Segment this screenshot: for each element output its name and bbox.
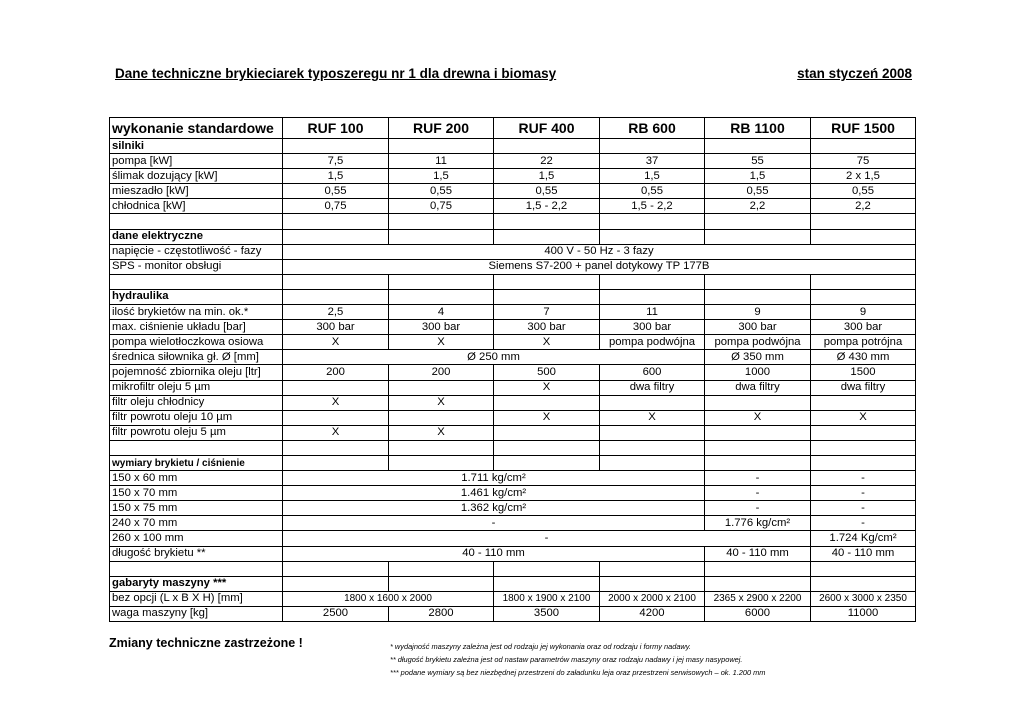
empty-cell	[600, 440, 705, 455]
value-cell	[389, 410, 494, 425]
value-cell	[283, 410, 389, 425]
table-row	[110, 471, 916, 486]
row-label: pompa wielotłoczkowa osiowa	[110, 335, 283, 350]
value-cell	[389, 380, 494, 395]
spacer-row	[110, 440, 916, 455]
empty-cell	[705, 214, 811, 229]
value-cell	[283, 380, 389, 395]
row-label: długość brykietu **	[110, 546, 283, 561]
value-cell: 1,5	[494, 169, 600, 184]
value-cell	[811, 395, 916, 410]
value-cell	[811, 425, 916, 440]
value-cell: 0,55	[705, 184, 811, 199]
table-row	[110, 320, 916, 335]
page-title: Dane techniczne brykieciarek typoszeregu nr 1 dla drewna i biomasy	[115, 66, 557, 81]
row-label: filtr powrotu oleju 5 µm	[110, 425, 283, 440]
row-label: pompa [kW]	[110, 154, 283, 169]
value-cell: 6000	[705, 606, 811, 621]
value-cell: X	[283, 335, 389, 350]
table-row	[110, 380, 916, 395]
table-row	[110, 591, 916, 606]
value-cell	[494, 425, 600, 440]
empty-cell	[600, 289, 705, 304]
value-cell: 1,5 - 2,2	[494, 199, 600, 214]
empty-cell	[705, 455, 811, 470]
empty-cell	[494, 576, 600, 591]
value-cell: 40 - 110 mm	[811, 546, 916, 561]
table-row	[110, 606, 916, 621]
footnotes	[390, 640, 765, 680]
empty-cell	[389, 455, 494, 470]
value-cell: 1,5	[705, 169, 811, 184]
value-cell: Ø 250 mm	[283, 350, 705, 365]
section-row	[110, 289, 916, 304]
row-label: 150 x 60 mm	[110, 471, 283, 486]
value-cell: 300 bar	[494, 320, 600, 335]
table-row	[110, 516, 916, 531]
empty-cell	[389, 561, 494, 576]
row-label: bez opcji (L x B X H) [mm]	[110, 591, 283, 606]
model-header: RB 1100	[705, 118, 811, 139]
empty-cell	[811, 561, 916, 576]
row-label: 240 x 70 mm	[110, 516, 283, 531]
value-cell: 1.776 kg/cm²	[705, 516, 811, 531]
value-cell: -	[705, 501, 811, 516]
value-cell: 4	[389, 305, 494, 320]
model-header: RB 600	[600, 118, 705, 139]
table-row	[110, 154, 916, 169]
value-cell: 22	[494, 154, 600, 169]
value-cell: 11	[389, 154, 494, 169]
value-cell: -	[811, 516, 916, 531]
value-cell: pompa potrójna	[811, 335, 916, 350]
empty-cell	[705, 561, 811, 576]
value-cell: pompa podwójna	[705, 335, 811, 350]
value-cell: X	[705, 410, 811, 425]
empty-cell	[600, 561, 705, 576]
row-label: napięcie - częstotliwość - fazy	[110, 244, 283, 259]
row-label: 150 x 70 mm	[110, 486, 283, 501]
row-label: ślimak dozujący [kW]	[110, 169, 283, 184]
value-cell: 2500	[283, 606, 389, 621]
empty-cell	[705, 289, 811, 304]
table-row	[110, 184, 916, 199]
value-cell: 2,5	[283, 305, 389, 320]
empty-cell	[494, 214, 600, 229]
value-cell: 55	[705, 154, 811, 169]
empty-cell	[389, 214, 494, 229]
value-cell: 2,2	[811, 199, 916, 214]
value-cell: X	[283, 395, 389, 410]
value-cell: -	[811, 471, 916, 486]
value-cell: 0,55	[600, 184, 705, 199]
value-cell: 0,55	[494, 184, 600, 199]
value-cell: 400 V - 50 Hz - 3 fazy	[283, 244, 916, 259]
empty-cell	[283, 139, 389, 154]
empty-cell	[389, 440, 494, 455]
value-cell: 11000	[811, 606, 916, 621]
empty-cell	[110, 440, 283, 455]
value-cell: -	[283, 516, 705, 531]
row-label: mikrofiltr oleju 5 µm	[110, 380, 283, 395]
value-cell: 2800	[389, 606, 494, 621]
empty-cell	[600, 139, 705, 154]
empty-cell	[283, 229, 389, 244]
empty-cell	[705, 274, 811, 289]
section-label: wymiary brykietu / ciśnienie	[110, 455, 283, 470]
row-label: filtr powrotu oleju 10 µm	[110, 410, 283, 425]
value-cell: 0,75	[283, 199, 389, 214]
empty-cell	[705, 229, 811, 244]
value-cell: Ø 430 mm	[811, 350, 916, 365]
value-cell: -	[705, 486, 811, 501]
value-cell: X	[389, 395, 494, 410]
empty-cell	[389, 139, 494, 154]
empty-cell	[600, 229, 705, 244]
value-cell: -	[705, 471, 811, 486]
table-row	[110, 501, 916, 516]
value-cell: -	[811, 486, 916, 501]
spec-table-body	[110, 118, 916, 622]
empty-cell	[811, 274, 916, 289]
model-header: RUF 400	[494, 118, 600, 139]
value-cell: -	[283, 531, 811, 546]
value-cell: 500	[494, 365, 600, 380]
section-row	[110, 455, 916, 470]
table-row	[110, 425, 916, 440]
status-date: stan styczeń 2008	[797, 66, 912, 81]
empty-cell	[705, 139, 811, 154]
value-cell: Siemens S7-200 + panel dotykowy TP 177B	[283, 259, 916, 274]
empty-cell	[600, 576, 705, 591]
value-cell: 300 bar	[283, 320, 389, 335]
empty-cell	[811, 229, 916, 244]
spacer-row	[110, 561, 916, 576]
value-cell: 1.711 kg/cm²	[283, 471, 705, 486]
corner-header: wykonanie standardowe	[110, 118, 283, 139]
empty-cell	[283, 289, 389, 304]
model-header: RUF 200	[389, 118, 494, 139]
value-cell: X	[494, 335, 600, 350]
empty-cell	[110, 214, 283, 229]
value-cell: dwa filtry	[705, 380, 811, 395]
empty-cell	[283, 274, 389, 289]
value-cell: 2 x 1,5	[811, 169, 916, 184]
empty-cell	[811, 289, 916, 304]
value-cell: X	[494, 410, 600, 425]
value-cell: 2000 x 2000 x 2100	[600, 591, 705, 606]
table-row	[110, 486, 916, 501]
empty-cell	[600, 455, 705, 470]
value-cell: pompa podwójna	[600, 335, 705, 350]
table-row	[110, 244, 916, 259]
section-row	[110, 139, 916, 154]
row-label: średnica siłownika gł. Ø [mm]	[110, 350, 283, 365]
spacer-row	[110, 214, 916, 229]
section-label: hydraulika	[110, 289, 283, 304]
spacer-row	[110, 274, 916, 289]
value-cell: 7,5	[283, 154, 389, 169]
row-label: 150 x 75 mm	[110, 501, 283, 516]
empty-cell	[494, 561, 600, 576]
section-label: dane elektryczne	[110, 229, 283, 244]
footnote: *** podane wymiary są bez niezbędnej przestrzeni do załadunku leja oraz przestrzeni serwisowych – ok. 1.200 mm	[390, 668, 766, 678]
value-cell: 0,55	[283, 184, 389, 199]
header-row	[110, 118, 916, 139]
table-row	[110, 546, 916, 561]
empty-cell	[705, 576, 811, 591]
value-cell: 1,5	[600, 169, 705, 184]
disclaimer: Zmiany techniczne zastrzeżone !	[109, 636, 303, 650]
row-label: SPS - monitor obsługi	[110, 259, 283, 274]
row-label: chłodnica [kW]	[110, 199, 283, 214]
spec-table	[109, 117, 916, 622]
value-cell: 600	[600, 365, 705, 380]
value-cell: 1,5	[389, 169, 494, 184]
value-cell	[600, 425, 705, 440]
value-cell: X	[389, 335, 494, 350]
empty-cell	[494, 274, 600, 289]
row-label: 260 x 100 mm	[110, 531, 283, 546]
value-cell: 300 bar	[705, 320, 811, 335]
empty-cell	[600, 274, 705, 289]
value-cell: 7	[494, 305, 600, 320]
row-label: waga maszyny [kg]	[110, 606, 283, 621]
value-cell: 37	[600, 154, 705, 169]
value-cell: 40 - 110 mm	[283, 546, 705, 561]
section-label: gabaryty maszyny ***	[110, 576, 283, 591]
section-label: silniki	[110, 139, 283, 154]
table-row	[110, 169, 916, 184]
value-cell: 0,75	[389, 199, 494, 214]
empty-cell	[283, 440, 389, 455]
empty-cell	[600, 214, 705, 229]
row-label: mieszadło [kW]	[110, 184, 283, 199]
row-label: pojemność zbiornika oleju [ltr]	[110, 365, 283, 380]
value-cell: 1000	[705, 365, 811, 380]
table-row	[110, 531, 916, 546]
value-cell: 0,55	[811, 184, 916, 199]
table-row	[110, 350, 916, 365]
section-row	[110, 229, 916, 244]
value-cell: 4200	[600, 606, 705, 621]
section-row	[110, 576, 916, 591]
table-row	[110, 305, 916, 320]
value-cell: 75	[811, 154, 916, 169]
value-cell: 0,55	[389, 184, 494, 199]
empty-cell	[811, 455, 916, 470]
value-cell: 3500	[494, 606, 600, 621]
model-header: RUF 100	[283, 118, 389, 139]
value-cell: 200	[283, 365, 389, 380]
empty-cell	[494, 139, 600, 154]
value-cell: 2600 x 3000 x 2350	[811, 591, 916, 606]
value-cell	[705, 395, 811, 410]
row-label: filtr oleju chłodnicy	[110, 395, 283, 410]
empty-cell	[811, 214, 916, 229]
table-row	[110, 335, 916, 350]
value-cell: 1.724 Kg/cm²	[811, 531, 916, 546]
value-cell: 9	[705, 305, 811, 320]
value-cell: X	[811, 410, 916, 425]
table-row	[110, 410, 916, 425]
empty-cell	[494, 440, 600, 455]
table-row	[110, 365, 916, 380]
row-label: ilość brykietów na min. ok.*	[110, 305, 283, 320]
value-cell: dwa filtry	[811, 380, 916, 395]
value-cell: 40 - 110 mm	[705, 546, 811, 561]
empty-cell	[811, 576, 916, 591]
empty-cell	[494, 455, 600, 470]
value-cell: dwa filtry	[600, 380, 705, 395]
empty-cell	[110, 561, 283, 576]
value-cell: X	[283, 425, 389, 440]
value-cell	[494, 395, 600, 410]
value-cell: 2365 x 2900 x 2200	[705, 591, 811, 606]
value-cell	[600, 395, 705, 410]
value-cell: X	[494, 380, 600, 395]
empty-cell	[494, 289, 600, 304]
empty-cell	[283, 214, 389, 229]
empty-cell	[811, 139, 916, 154]
value-cell: 11	[600, 305, 705, 320]
value-cell: 300 bar	[811, 320, 916, 335]
value-cell: 1.362 kg/cm²	[283, 501, 705, 516]
empty-cell	[283, 455, 389, 470]
value-cell: 2,2	[705, 199, 811, 214]
value-cell: X	[389, 425, 494, 440]
table-row	[110, 395, 916, 410]
value-cell	[705, 425, 811, 440]
value-cell: 1800 x 1600 x 2000	[283, 591, 494, 606]
value-cell: 300 bar	[600, 320, 705, 335]
value-cell: 1800 x 1900 x 2100	[494, 591, 600, 606]
model-header: RUF 1500	[811, 118, 916, 139]
footnote: * wydajność maszyny zależna jest od rodzaju jej wykonania oraz od rodzaju i formy nadawy.	[390, 642, 691, 651]
value-cell: 200	[389, 365, 494, 380]
table-row	[110, 259, 916, 274]
empty-cell	[389, 289, 494, 304]
value-cell: X	[600, 410, 705, 425]
empty-cell	[705, 440, 811, 455]
empty-cell	[283, 561, 389, 576]
empty-cell	[494, 229, 600, 244]
value-cell: 300 bar	[389, 320, 494, 335]
empty-cell	[389, 229, 494, 244]
empty-cell	[389, 576, 494, 591]
value-cell: 1.461 kg/cm²	[283, 486, 705, 501]
table-row	[110, 199, 916, 214]
value-cell: 9	[811, 305, 916, 320]
value-cell: 1,5 - 2,2	[600, 199, 705, 214]
value-cell: 1,5	[283, 169, 389, 184]
empty-cell	[110, 274, 283, 289]
row-label: max. ciśnienie układu [bar]	[110, 320, 283, 335]
empty-cell	[811, 440, 916, 455]
empty-cell	[389, 274, 494, 289]
value-cell: Ø 350 mm	[705, 350, 811, 365]
footnote: ** długość brykietu zależna jest od nastaw parametrów maszyny oraz rodzaju nadawy i jej masy nasypowej.	[390, 655, 743, 665]
empty-cell	[283, 576, 389, 591]
value-cell: -	[811, 501, 916, 516]
value-cell: 1500	[811, 365, 916, 380]
